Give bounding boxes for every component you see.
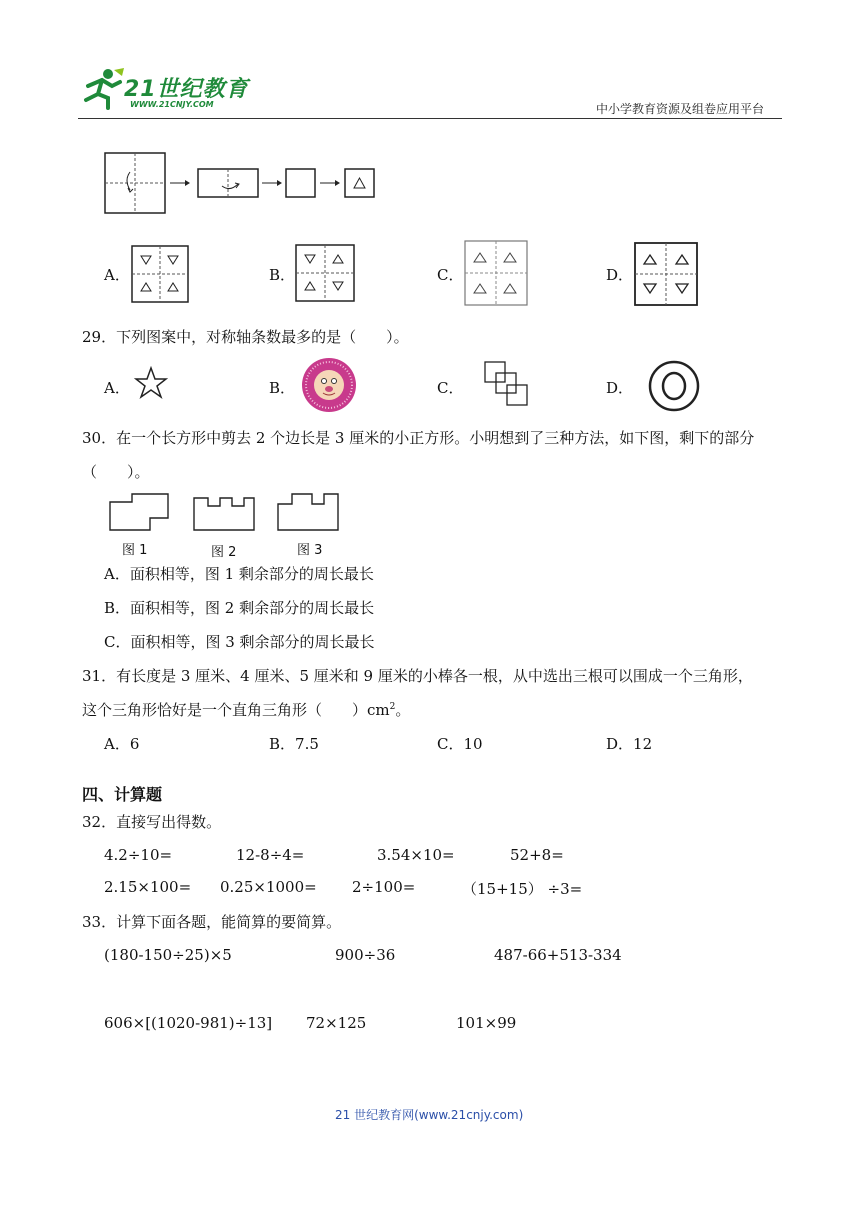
q30-option-a[interactable]: A．面积相等，图 1 剩余部分的周长最长 [104, 565, 374, 583]
q33-item: 101×99 [456, 1014, 517, 1032]
q30-caption-fig1: 图 1 [122, 543, 148, 558]
q30-question-line2: （ ）。 [82, 463, 150, 481]
q28-option-d-label[interactable]: D． [606, 266, 634, 284]
q33-item: 487-66+513-334 [494, 946, 622, 964]
logo [78, 66, 258, 114]
q31-question-line2 [82, 699, 410, 720]
q28-option-c-label[interactable]: C． [437, 266, 464, 284]
q28-option-a-label[interactable]: A． [104, 266, 130, 284]
q31-option-b[interactable]: B．7.5 [269, 735, 319, 753]
q32-item: 2.15×100= [104, 878, 192, 896]
section-title: 四、计算题 [82, 785, 163, 804]
header-rule [78, 118, 782, 119]
q28-option-a-figure[interactable] [131, 245, 189, 303]
q32-question: 32．直接写出得数。 [82, 813, 222, 831]
q28-option-c-figure[interactable] [464, 240, 528, 306]
q31-question-line1: 31．有长度是 3 厘米、4 厘米、5 厘米和 9 厘米的小棒各一根，从中选出三根可以围成一个三角形， [82, 667, 753, 685]
q32-item: 0.25×1000= [220, 878, 317, 896]
q32-item: 2÷100= [352, 878, 416, 896]
q32-item: 52+8= [510, 846, 564, 864]
q32-item: 3.54×10= [377, 846, 455, 864]
q32-item: （15+15） ÷3= [462, 880, 583, 898]
q32-item: 12-8÷4= [236, 846, 305, 864]
lion-icon[interactable] [299, 357, 359, 413]
q33-question: 33．计算下面各题，能简算的要简算。 [82, 913, 342, 931]
q29-option-c-label[interactable]: C． [437, 379, 464, 397]
q33-item: 900÷36 [335, 946, 396, 964]
q30-question-line1: 30．在一个长方形中剪去 2 个边长是 3 厘米的小正方形。小明想到了三种方法，如下图，剩下的部分 [82, 429, 755, 447]
q33-item: 606×[(1020-981)÷13] [104, 1014, 273, 1032]
three-squares-icon[interactable] [482, 359, 530, 409]
q30-caption-fig3: 图 3 [297, 543, 323, 558]
q30-figures [106, 490, 346, 536]
q29-option-d-label[interactable]: D． [606, 379, 634, 397]
runner-logo-icon [78, 66, 126, 110]
q33-item: 72×125 [306, 1014, 367, 1032]
q30-option-b[interactable]: B．面积相等，图 2 剩余部分的周长最长 [104, 599, 375, 617]
q31-line2-end: 。 [395, 701, 411, 719]
q31-line2-text: 这个三角形恰好是一个直角三角形（ ）cm [82, 701, 390, 719]
q28-option-d-figure[interactable] [634, 242, 698, 306]
star-icon[interactable] [134, 366, 168, 400]
footer-link[interactable]: 21 世纪教育网(www.21cnjy.com) [335, 1108, 524, 1122]
q29-question: 29．下列图案中，对称轴条数最多的是（ ）。 [82, 328, 409, 346]
q28-folding-diagram [100, 150, 390, 216]
q30-caption-fig2: 图 2 [211, 545, 237, 560]
q31-option-a[interactable]: A．6 [104, 735, 140, 753]
logo-url: WWW.21CNJY.COM [130, 100, 214, 109]
q31-unit-sup: 2 [389, 702, 396, 712]
q28-option-b-label[interactable]: B． [269, 266, 296, 284]
q32-item: 4.2÷10= [104, 846, 173, 864]
q31-option-d[interactable]: D．12 [606, 735, 653, 753]
q31-option-c[interactable]: C．10 [437, 735, 483, 753]
platform-name: 中小学教育资源及组卷应用平台 [596, 102, 765, 116]
ring-icon[interactable] [648, 360, 700, 412]
q29-option-b-label[interactable]: B． [269, 379, 296, 397]
q28-option-b-figure[interactable] [295, 244, 355, 302]
q33-item: (180-150÷25)×5 [104, 946, 232, 964]
logo-text: 21世纪教育 [124, 77, 249, 102]
q30-option-c[interactable]: C．面积相等，图 3 剩余部分的周长最长 [104, 633, 375, 651]
q29-option-a-label[interactable]: A． [104, 379, 130, 397]
